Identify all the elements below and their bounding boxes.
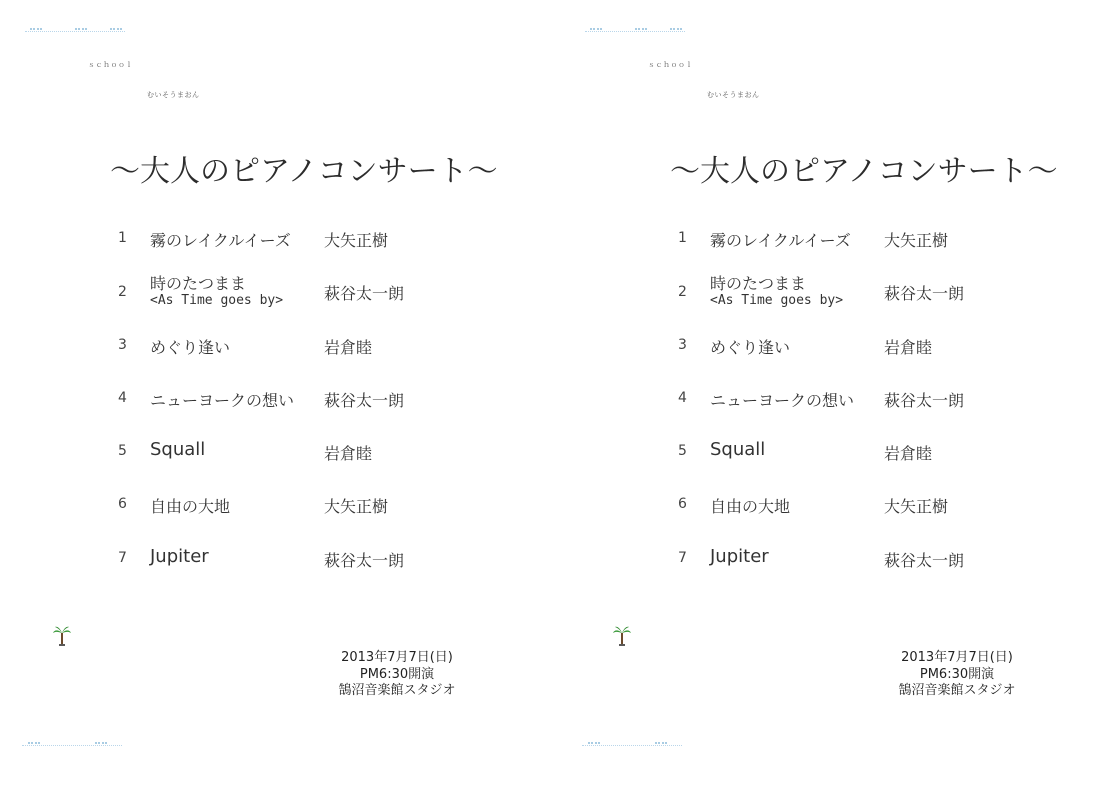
concert-title: ～大人のピアノコンサート～ <box>110 154 498 189</box>
song-row <box>672 433 1072 486</box>
song-list <box>112 220 512 593</box>
song-title: Squall <box>150 439 206 461</box>
song-performer: 岩倉睦 <box>884 337 933 357</box>
event-venue: 鵠沼音楽館スタジオ <box>338 683 456 698</box>
song-performer: 岩倉睦 <box>884 444 933 464</box>
song-title: 時のたつまま <box>710 274 807 294</box>
song-performer: 萩谷太一朗 <box>324 550 405 570</box>
program-page-right <box>560 0 1119 805</box>
bottom-decorative-dots <box>95 742 107 747</box>
song-performer: 萩谷太一朗 <box>324 284 405 304</box>
song-row <box>112 433 512 486</box>
song-number: 1 <box>678 230 687 246</box>
song-performer: 大矢正樹 <box>884 497 949 517</box>
event-venue: 鵠沼音楽館スタジオ <box>898 683 1016 698</box>
song-performer: 岩倉睦 <box>324 444 373 464</box>
event-date: 2013年7月7日(日) <box>341 650 453 665</box>
song-row <box>112 486 512 539</box>
song-list <box>672 220 1072 593</box>
song-number: 1 <box>118 230 127 246</box>
song-number: 3 <box>678 336 687 353</box>
bottom-decorative-dots <box>28 742 40 747</box>
song-row <box>672 327 1072 380</box>
song-row <box>112 327 512 380</box>
song-number: 5 <box>678 443 687 460</box>
bottom-decorative-dots <box>588 742 600 747</box>
song-subtitle: <As Time goes by> <box>710 293 844 309</box>
top-decorative-dots <box>590 28 602 33</box>
song-performer: 大矢正樹 <box>324 231 389 250</box>
palm-tree-icon <box>612 624 632 646</box>
small-note: ｓｃｈｏｏｌ <box>648 61 693 69</box>
song-number: 4 <box>118 389 127 406</box>
song-number: 5 <box>118 443 127 460</box>
song-performer: 岩倉睦 <box>324 337 373 357</box>
song-performer: 萩谷太一朗 <box>884 284 965 304</box>
song-number: 2 <box>118 284 127 301</box>
song-performer: 萩谷太一朗 <box>884 390 965 410</box>
song-title: めぐり逢い <box>710 337 791 357</box>
song-number: 7 <box>678 549 687 566</box>
song-number: 6 <box>118 496 127 513</box>
song-performer: 大矢正樹 <box>324 497 389 517</box>
song-row <box>112 220 512 273</box>
song-title: Squall <box>710 439 766 461</box>
song-performer: 大矢正樹 <box>884 231 949 250</box>
song-title: ニューヨークの想い <box>710 390 855 410</box>
song-title: 霧のレイクルイーズ <box>150 231 291 250</box>
song-number: 7 <box>118 549 127 566</box>
song-number: 4 <box>678 389 687 406</box>
top-decorative-dots <box>75 28 87 33</box>
song-performer: 萩谷太一朗 <box>324 390 405 410</box>
small-note: ｓｃｈｏｏｌ <box>88 61 133 69</box>
tiny-caption: むいそうまおん <box>147 91 200 99</box>
tiny-caption: むいそうまおん <box>707 91 760 99</box>
song-number: 6 <box>678 496 687 513</box>
song-number: 3 <box>118 336 127 353</box>
song-title: ニューヨークの想い <box>150 390 295 410</box>
event-info <box>322 650 472 700</box>
song-title: 霧のレイクルイーズ <box>710 231 851 250</box>
concert-title: ～大人のピアノコンサート～ <box>670 154 1058 189</box>
song-performer: 萩谷太一朗 <box>884 550 965 570</box>
song-title: 時のたつまま <box>150 274 247 294</box>
song-row <box>112 380 512 433</box>
top-decorative-dots <box>110 28 122 33</box>
song-row <box>672 380 1072 433</box>
top-decorative-dots <box>670 28 682 33</box>
song-number: 2 <box>678 284 687 301</box>
event-date: 2013年7月7日(日) <box>901 650 1013 665</box>
song-subtitle: <As Time goes by> <box>150 293 284 309</box>
song-title: めぐり逢い <box>150 337 231 357</box>
event-time: PM6:30開演 <box>359 666 435 682</box>
song-title: 自由の大地 <box>150 497 231 517</box>
song-row <box>672 540 1072 593</box>
song-title: Jupiter <box>150 545 209 567</box>
song-row <box>672 273 1072 326</box>
palm-tree-icon <box>52 624 72 646</box>
song-row <box>112 540 512 593</box>
song-row <box>672 220 1072 273</box>
song-row <box>672 486 1072 539</box>
event-info <box>882 650 1032 700</box>
event-time: PM6:30開演 <box>919 666 995 682</box>
top-decorative-dots <box>635 28 647 33</box>
song-title: 自由の大地 <box>710 497 791 517</box>
top-decorative-dots <box>30 28 42 33</box>
song-row <box>112 273 512 326</box>
bottom-decorative-dots <box>655 742 667 747</box>
song-title: Jupiter <box>710 545 769 567</box>
